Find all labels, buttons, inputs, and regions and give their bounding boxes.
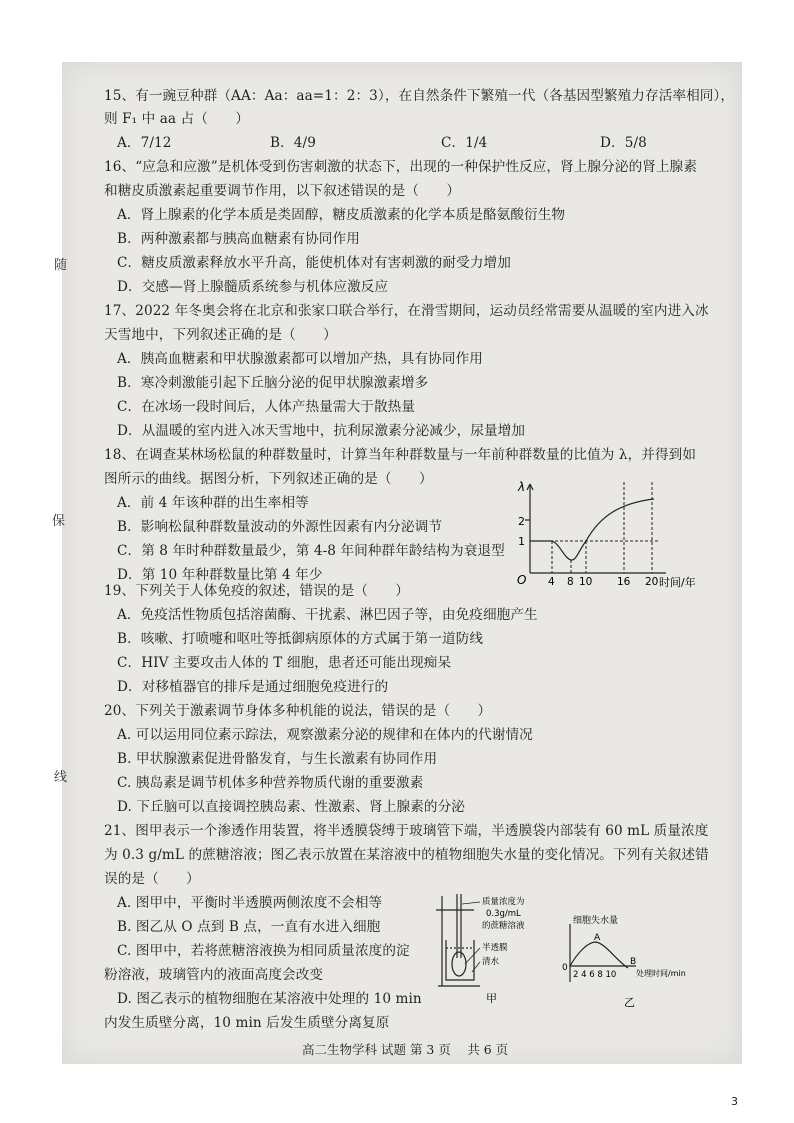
q21-option-a: A. 图甲中，平衡时半透膜两侧浓度不会相等 [117,895,383,911]
q17-stem-line2: 天雪地中，下列叙述正确的是（ ） [104,327,337,343]
q18-option-d: D．第 10 年种群数量比第 4 年少 [117,567,323,583]
lambda-curve [530,499,654,560]
fig-a-label-membrane: 半透膜 [482,943,508,953]
q16-option-a: A．肾上腺素的化学本质是类固醇，糖皮质激素的化学本质是酪氨酸衍生物 [117,207,566,223]
q21-option-b: B. 图乙从 O 点到 B 点，一直有水进入细胞 [117,919,381,935]
q21-figure-b-water-loss [560,914,698,1012]
beaker [446,940,474,980]
margin-mark: 保 [52,514,66,529]
q19-option-c: C．HIV 主要攻击人体的 T 细胞，患者还可能出现痴呆 [117,655,452,671]
graph-x-tick-16: 16 [617,576,631,588]
q21-option-c-line2: 粉溶液，玻璃管内的液面高度会改变 [104,967,324,983]
fig-b-x-label: 处理时间/min [636,969,686,978]
graph-x-tick-10: 10 [579,576,593,588]
q20-option-c: C. 胰岛素是调节机体多种营养物质代谢的重要激素 [117,775,424,791]
q17-stem-line1: 17、2022 年冬奥会将在北京和张家口联合举行，在滑雪期间，运动员经常需要从温暖的室内进入冰 [104,303,709,319]
fig-b-point-a: A [594,933,601,943]
graph-x-label: 时间/年 [659,576,696,589]
q20-stem: 20、下列关于激素调节身体多种机能的说法，错误的是（ ） [104,703,492,719]
graph-x-tick-4: 4 [548,576,555,588]
fig-b-origin: 0 [562,963,568,973]
q15-stem-line1: 15、有一豌豆种群（AA：Aa：aa=1：2：3），在自然条件下繁殖一代（各基因型繁殖力存活率相同）， [104,88,735,104]
margin-mark: 随 [54,258,68,273]
fig-b-y-label: 细胞失水量 [573,916,619,926]
fig-a-label-water: 清水 [482,957,500,967]
q18-option-a: A．前 4 年该种群的出生率相等 [117,495,309,511]
q19-stem: 19、下列关于人体免疫的叙述，错误的是（ ） [104,583,410,599]
page-number: 3 [731,1095,738,1108]
graph-x-tick-20: 20 [645,576,659,588]
q21-stem-line3: 误的是（ ） [104,871,200,887]
q15-option-a: A．7/12 [117,135,172,151]
q20-option-a: A. 可以运用同位素示踪法，观察激素分泌的规律和在体内的代谢情况 [117,727,533,743]
q19-option-d: D．对移植器官的排斥是通过细胞免疫进行的 [117,679,389,695]
q16-stem-line2: 和糖皮质激素起重要调节作用，以下叙述错误的是（ ） [104,183,461,199]
graph-y-tick-1: 1 [518,535,525,548]
graph-origin: O [517,573,527,587]
q21-stem-line2: 为 0.3 g/mL 的蔗糖溶液；图乙表示放置在某溶液中的植物细胞失水量的变化情况。下列有关叙述错 [104,847,709,863]
q18-option-c: C．第 8 年时种群数量最少，第 4-8 年间种群年龄结构为衰退型 [117,543,505,559]
graph-y-label: λ [518,480,526,494]
q18-stem-line1: 18、在调查某林场松鼠的种群数量时，计算当年种群数量与一年前种群数量的比值为 λ，并得到如 [104,447,697,463]
q18-lambda-graph [508,478,714,590]
fig-a-label-concentration: 质量浓度为 [482,897,525,907]
fig-a-label-sucrose: 的蔗糖溶液 [482,921,525,931]
q16-option-d: D．交感—肾上腺髓质系统参与机体应激反应 [117,279,389,295]
q21-figure-a-osmosis [428,888,554,1012]
graph-x-tick-8: 8 [567,576,574,588]
q19-option-a: A．免疫活性物质包括溶菌酶、干扰素、淋巴因子等，由免疫细胞产生 [117,607,538,623]
q16-option-c: C．糖皮质激素释放水平升高，能使机体对有害刺激的耐受力增加 [117,255,511,271]
q17-option-d: D．从温暖的室内进入冰天雪地中，抗利尿激素分泌减少，尿量增加 [117,423,526,439]
q21-option-d-line1: D. 图乙表示的植物细胞在某溶液中处理的 10 min [117,991,422,1007]
fig-a-label-value: 0.3g/mL [486,909,521,919]
q16-option-b: B．两种激素都与胰高血糖素有协同作用 [117,231,360,247]
water-loss-curve [570,942,628,968]
q15-option-b: B．4/9 [270,135,316,151]
q21-option-d-line2: 内发生质壁分离，10 min 后发生质壁分离复原 [104,1015,390,1031]
q15-stem-line2: 则 F₁ 中 aa 占（ ） [104,111,250,127]
membrane-bag [452,952,466,976]
q17-option-a: A．胰高血糖素和甲状腺激素都可以增加产热，具有协同作用 [117,351,483,367]
q21-stem-line1: 21、图甲表示一个渗透作用装置，将半透膜袋缚于玻璃管下端，半透膜袋内部装有 60 mL 质量浓度 [104,823,709,839]
q21-option-c-line1: C. 图甲中，若将蔗糖溶液换为相同质量浓度的淀 [117,943,410,959]
q18-option-b: B．影响松鼠种群数量波动的外源性因素有内分泌调节 [117,519,443,535]
q15-option-d: D．5/8 [600,135,647,151]
margin-mark: 线 [54,770,68,785]
q19-option-b: B．咳嗽、打喷嚏和呕吐等抵御病原体的方式属于第一道防线 [117,631,484,647]
q17-option-c: C．在冰场一段时间后，人体产热量需大于散热量 [117,399,416,415]
q17-option-b: B．寒冷刺激能引起下丘脑分泌的促甲状腺激素增多 [117,375,429,391]
graph-y-tick-2: 2 [518,515,525,528]
fig-b-x-ticks: 2 4 6 8 10 [573,970,617,980]
q18-stem-line2: 图所示的曲线。据图分析，下列叙述正确的是（ ） [104,471,433,487]
q15-option-c: C．1/4 [441,135,488,151]
q20-option-d: D. 下丘脑可以直接调控胰岛素、性激素、肾上腺素的分泌 [117,799,466,815]
page-footer: 高二生物学科 试题 第 3 页 共 6 页 [302,1042,509,1057]
q16-stem-line1: 16、“应急和应激”是机体受到伤害刺激的状态下，出现的一种保护性反应，肾上腺分泌的肾上腺素 [104,159,698,175]
fig-a-caption: 甲 [486,992,497,1005]
fig-b-caption: 乙 [624,996,635,1009]
q20-option-b: B. 甲状腺激素促进骨骼发育，与生长激素有协同作用 [117,751,438,767]
fig-b-point-b: B [630,957,637,967]
